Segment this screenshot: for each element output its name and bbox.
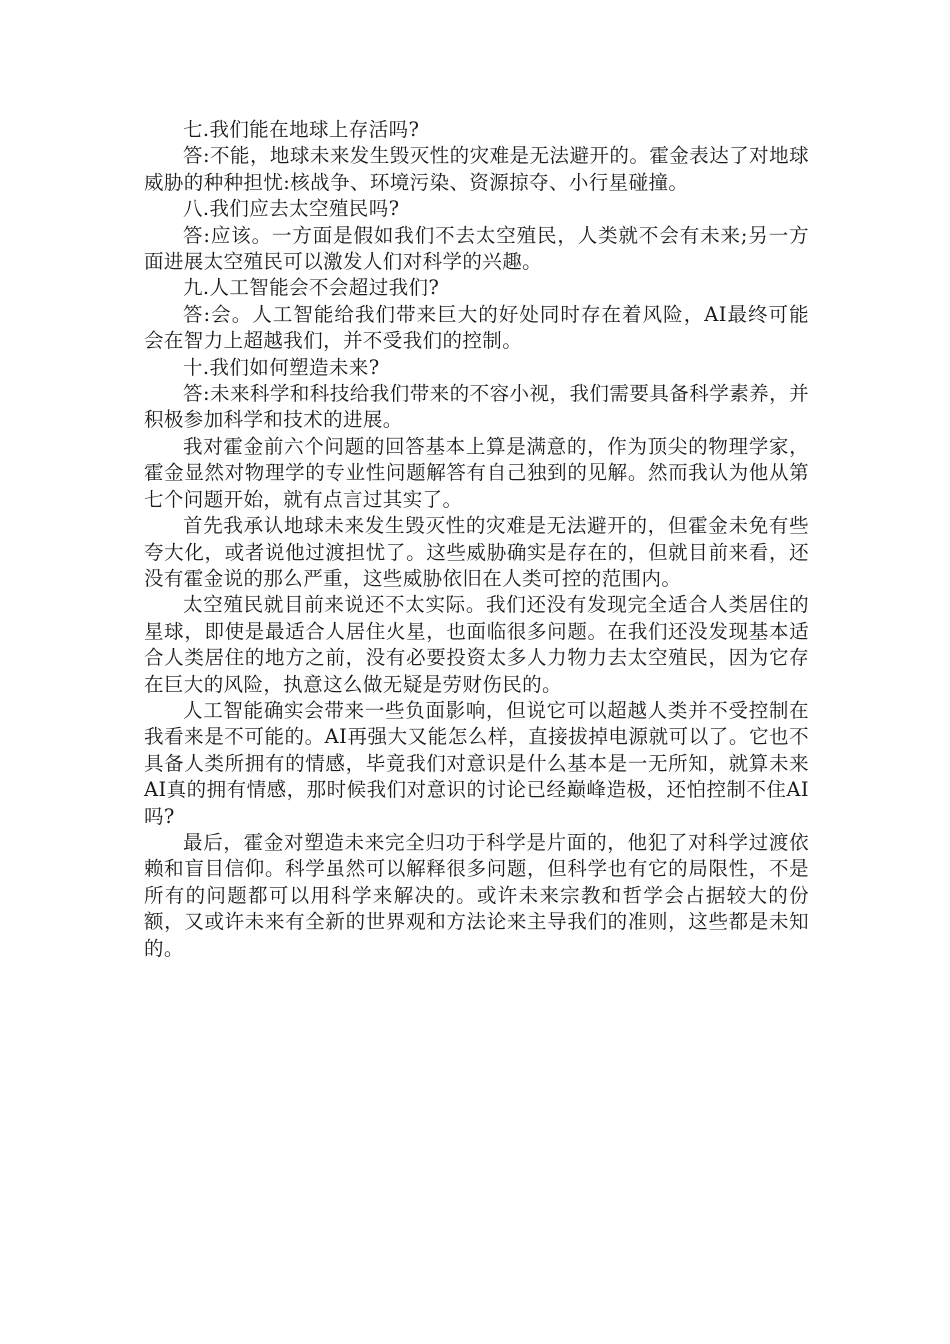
commentary-ai-paragraph: 人工智能确实会带来一些负面影响，但说它可以超越人类并不受控制在我看来是不可能的。AI再强大又能怎么样，直接拔掉电源就可以了。它也不具备人类所拥有的情感，毕竟我们对意识是什么基本是一无所知，就算未来AI真的拥有情感，那时候我们对意识的讨论已经巅峰造极，还怕控制不住AI吗? [144,698,809,828]
commentary-space-paragraph: 太空殖民就目前来说还不太实际。我们还没有发现完全适合人类居住的星球，即使是最适合人居住火星，也面临很多问题。在我们还没发现基本适合人类居住的地方之前，没有必要投资太多人力物力去太空殖民，因为它存在巨大的风险，执意这么做无疑是劳财伤民的。 [144,593,809,696]
answer-paragraph-8: 答:应该。一方面是假如我们不去太空殖民，人类就不会有未来;另一方面进展太空殖民可以激发人们对科学的兴趣。 [144,223,809,274]
question-heading-9: 九.人工智能会不会超过我们? [183,276,440,300]
commentary-intro-paragraph: 我对霍金前六个问题的回答基本上算是满意的，作为顶尖的物理学家，霍金显然对物理学的专业性问题解答有自己独到的见解。然而我认为他从第七个问题开始，就有点言过其实了。 [144,434,809,511]
commentary-earth-paragraph: 首先我承认地球未来发生毁灭性的灾难是无法避开的，但霍金未免有些夸大化，或者说他过渡担忧了。这些威胁确实是存在的，但就目前来看，还没有霍金说的那么严重，这些威胁依旧在人类可控的范围内。 [144,514,809,590]
commentary-conclusion-paragraph: 最后，霍金对塑造未来完全归功于科学是片面的，他犯了对科学过渡依赖和盲目信仰。科学虽然可以解释很多问题，但科学也有它的局限性，不是所有的问题都可以用科学来解决的。或许未来宗教和哲学会占据较大的份额，又或许未来有全新的世界观和方法论来主导我们的准则，这些都是未知的。 [144,830,809,960]
question-heading-10: 十.我们如何塑造未来? [183,355,380,379]
question-heading-7: 七.我们能在地球上存活吗? [183,118,420,141]
answer-paragraph-9: 答:会。人工智能给我们带来巨大的好处同时存在着风险，AI最终可能会在智力上超越我们，并不受我们的控制。 [144,302,809,353]
question-heading-8: 八.我们应去太空殖民吗? [183,197,400,221]
answer-paragraph-7: 答:不能，地球未来发生毁灭性的灾难是无法避开的。霍金表达了对地球威胁的种种担忧:核战争、环境污染、资源掠夺、小行星碰撞。 [144,144,809,194]
document-body [144,117,809,962]
answer-paragraph-10: 答:未来科学和科技给我们带来的不容小视，我们需要具备科学素养，并积极参加科学和技术的进展。 [144,382,809,432]
